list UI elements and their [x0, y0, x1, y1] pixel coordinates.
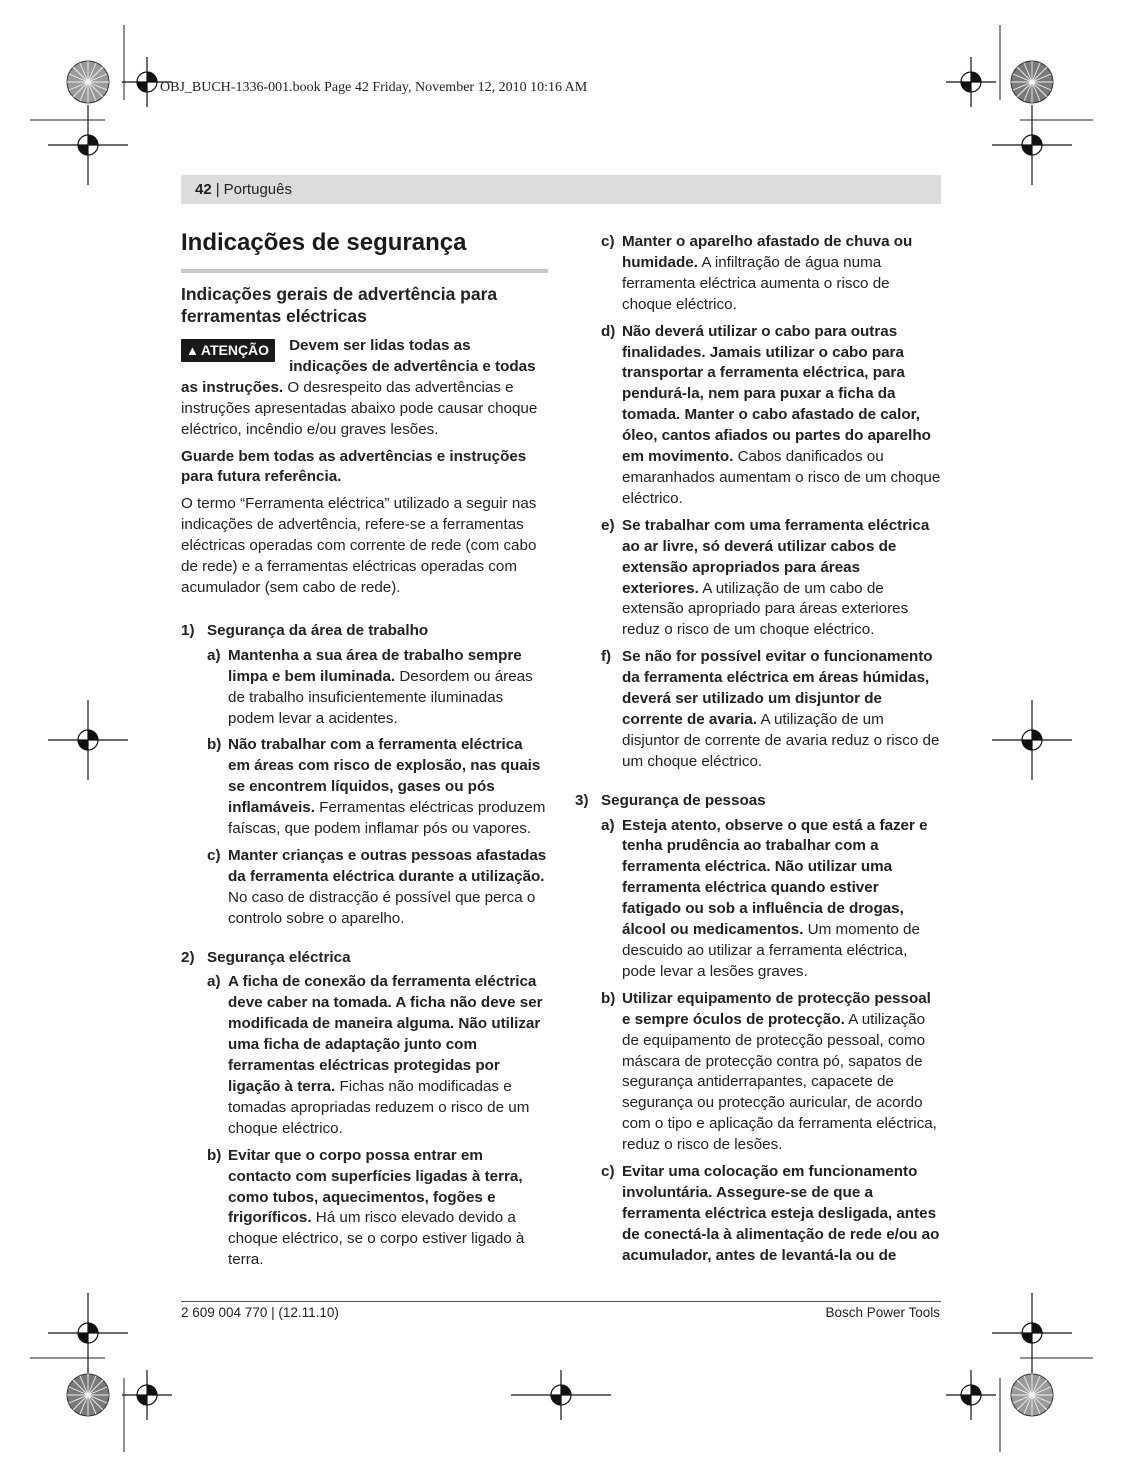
warning-badge-label: ATENÇÃO [200, 342, 270, 358]
item-bold: Manter o aparelho afastado de chuva ou humidade. [622, 233, 913, 271]
item-bold: Mantenha a sua área de trabalho sempre limpa e bem iluminada. [228, 646, 522, 685]
item-text: A utilização de equipamento de protecção pessoal, como máscara de protecção contra pó, sapatos de segurança antiderrapantes, capacete de segurança ou protecção auricular, de acordo com o tipo e aplicação da ferramenta eléctrica, reduz o risco de lesões. [622, 1010, 937, 1154]
section-number: 1) [181, 621, 195, 639]
section-heading-3 [575, 791, 941, 812]
item-text: Um momento de descuido ao utilizar a ferramenta eléctrica, pode levar a lesões graves. [622, 921, 920, 980]
item-bold: Se trabalhar com uma ferramenta eléctrica ao ar livre, só deverá utilizar cabos de extensão apropriados para áreas exteriores. [622, 516, 930, 597]
section-number: 2) [181, 948, 195, 966]
right-column [575, 232, 941, 1273]
printer-slug: OBJ_BUCH-1336-001.book Page 42 Friday, November 12, 2010 10:16 AM [160, 80, 588, 95]
item-text: Há um risco elevado devido a choque eléctrico, se o corpo estiver ligado à terra. [228, 1209, 525, 1269]
section-heading-2 [181, 948, 548, 969]
list-item [181, 846, 548, 930]
item-bold: Manter crianças e outras pessoas afastadas da ferramenta eléctrica durante a utilização. [228, 846, 547, 885]
list-item [181, 735, 548, 840]
list-item [575, 322, 941, 510]
list-item [181, 646, 548, 730]
header-language: Português [223, 181, 292, 198]
item-text: A utilização de um disjuntor de corrente de avaria reduz o risco de um choque eléctrico. [622, 710, 940, 770]
item-text: No caso de distracção é possível que perca o controlo sobre o aparelho. [228, 888, 536, 927]
list-item [181, 1146, 548, 1271]
list-item [575, 989, 941, 1156]
list-item [575, 816, 941, 983]
section-title: Segurança de pessoas [601, 791, 766, 809]
item-bold: A ficha de conexão da ferramenta eléctrica deve caber na tomada. A ficha não deve ser modificada de maneira alguma. Não utilizar uma ficha de adaptação junto com ferramentas eléctricas protegidas por ligação à terra. [228, 973, 543, 1095]
footer-divider [181, 1301, 941, 1302]
list-item [575, 647, 941, 772]
warning-bold-text: Devem ser lidas todas as indicações de advertência e todas as instruções. [181, 337, 536, 396]
warning-badge [181, 339, 275, 362]
item-letter: c) [207, 846, 221, 864]
item-text: Cabos danificados ou emaranhados aumentam o risco de um choque eléctrico. [622, 448, 941, 507]
list-item [181, 972, 548, 1139]
warning-body-text: O desrespeito das advertências e instruções apresentadas abaixo pode causar choque eléctrico, incêndio e/ou graves lesões. [181, 378, 538, 438]
footer-brand: Bosch Power Tools [825, 1305, 940, 1320]
item-bold: Não trabalhar com a ferramenta eléctrica em áreas com risco de explosão, nas quais se encontrem líquidos, gases ou pós inflamáveis. [228, 736, 541, 817]
item-letter: a) [207, 973, 221, 991]
item-bold: Se não for possível evitar o funcionamento da ferramenta eléctrica em áreas húmidas, deverá ser utilizado um disjuntor de corrente de avaria. [622, 648, 933, 728]
item-text: Fichas não modificadas e tomadas apropriadas reduzem o risco de um choque eléctrico. [228, 1078, 530, 1137]
item-letter: b) [207, 736, 222, 754]
item-bold: Evitar uma colocação em funcionamento involuntária. Assegure-se de que a ferramenta eléctrica esteja desligada, antes de conectá-la à alimentação de rede e/ou ao acumulador, antes de levantá-la ou de [622, 1163, 940, 1264]
list-item [575, 1162, 941, 1267]
page-title: Indicações de segurança [181, 229, 467, 256]
item-text: A infiltração de água numa ferramenta eléctrica aumenta o risco de choque eléctrico. [622, 253, 890, 313]
item-letter: b) [207, 1146, 222, 1164]
section-title: Segurança da área de trabalho [207, 621, 429, 639]
item-bold: Esteja atento, observe o que está a fazer e tenha prudência ao trabalhar com a ferramenta eléctrica. Não utilizar uma ferramenta eléctrica quando estiver fatigado ou sob a influência de drogas, álcool ou medicamentos. [622, 816, 928, 939]
section-heading-1 [181, 621, 548, 642]
page-number: 42 [195, 181, 212, 198]
page-header [181, 175, 941, 204]
list-item [575, 232, 941, 316]
item-text: Ferramentas eléctricas produzem faíscas, que podem inflamar pós ou vapores. [228, 799, 546, 838]
header-separator: | [215, 181, 220, 198]
section-number: 3) [575, 791, 589, 809]
item-letter: f) [601, 648, 612, 666]
item-letter: c) [601, 233, 615, 250]
item-letter: d) [601, 322, 616, 340]
item-letter: b) [601, 989, 616, 1007]
title-divider [181, 269, 548, 273]
left-column [181, 228, 548, 1277]
section-subtitle: Indicações gerais de advertência para ferramentas eléctricas [181, 284, 498, 326]
item-bold: Evitar que o corpo possa entrar em contacto com superfícies ligadas à terra, como tubos, aquecimentos, fogões e frigoríficos. [228, 1146, 523, 1227]
footer-doc-number: 2 609 004 770 | (12.11.10) [181, 1305, 339, 1320]
keep-instructions-note: Guarde bem todas as advertências e instruções para futura referência. [181, 447, 527, 486]
item-letter: e) [601, 516, 615, 534]
list-item [575, 516, 941, 641]
section-title: Segurança eléctrica [207, 948, 351, 966]
warning-block [181, 336, 548, 441]
item-letter: a) [601, 816, 615, 834]
item-letter: c) [601, 1163, 615, 1181]
item-bold: Não deverá utilizar o cabo para outras finalidades. Jamais utilizar o cabo para transportar a ferramenta eléctrica, para pendurá-la, nem para puxar a ficha da tomada. Manter o cabo afastado de calor, óleo, cantos afiados ou partes do aparelho em movimento. [622, 322, 931, 466]
item-text: A utilização de um cabo de extensão apropriado para áreas exteriores reduz o risco de um choque eléctrico. [622, 579, 909, 639]
warning-triangle-icon: ▲ [186, 343, 199, 358]
item-text: Desordem ou áreas de trabalho insuficientemente iluminadas podem levar a acidentes. [228, 667, 533, 727]
term-definition: O termo “Ferramenta eléctrica” utilizado a seguir nas indicações de advertência, refere-se a ferramentas eléctricas operadas com corrente de rede (com cabo de rede) e a ferramentas eléctricas operadas com acumulador (sem cabo de rede). [181, 495, 537, 596]
item-letter: a) [207, 646, 221, 664]
item-bold: Utilizar equipamento de protecção pessoal e sempre óculos de protecção. [622, 989, 931, 1028]
